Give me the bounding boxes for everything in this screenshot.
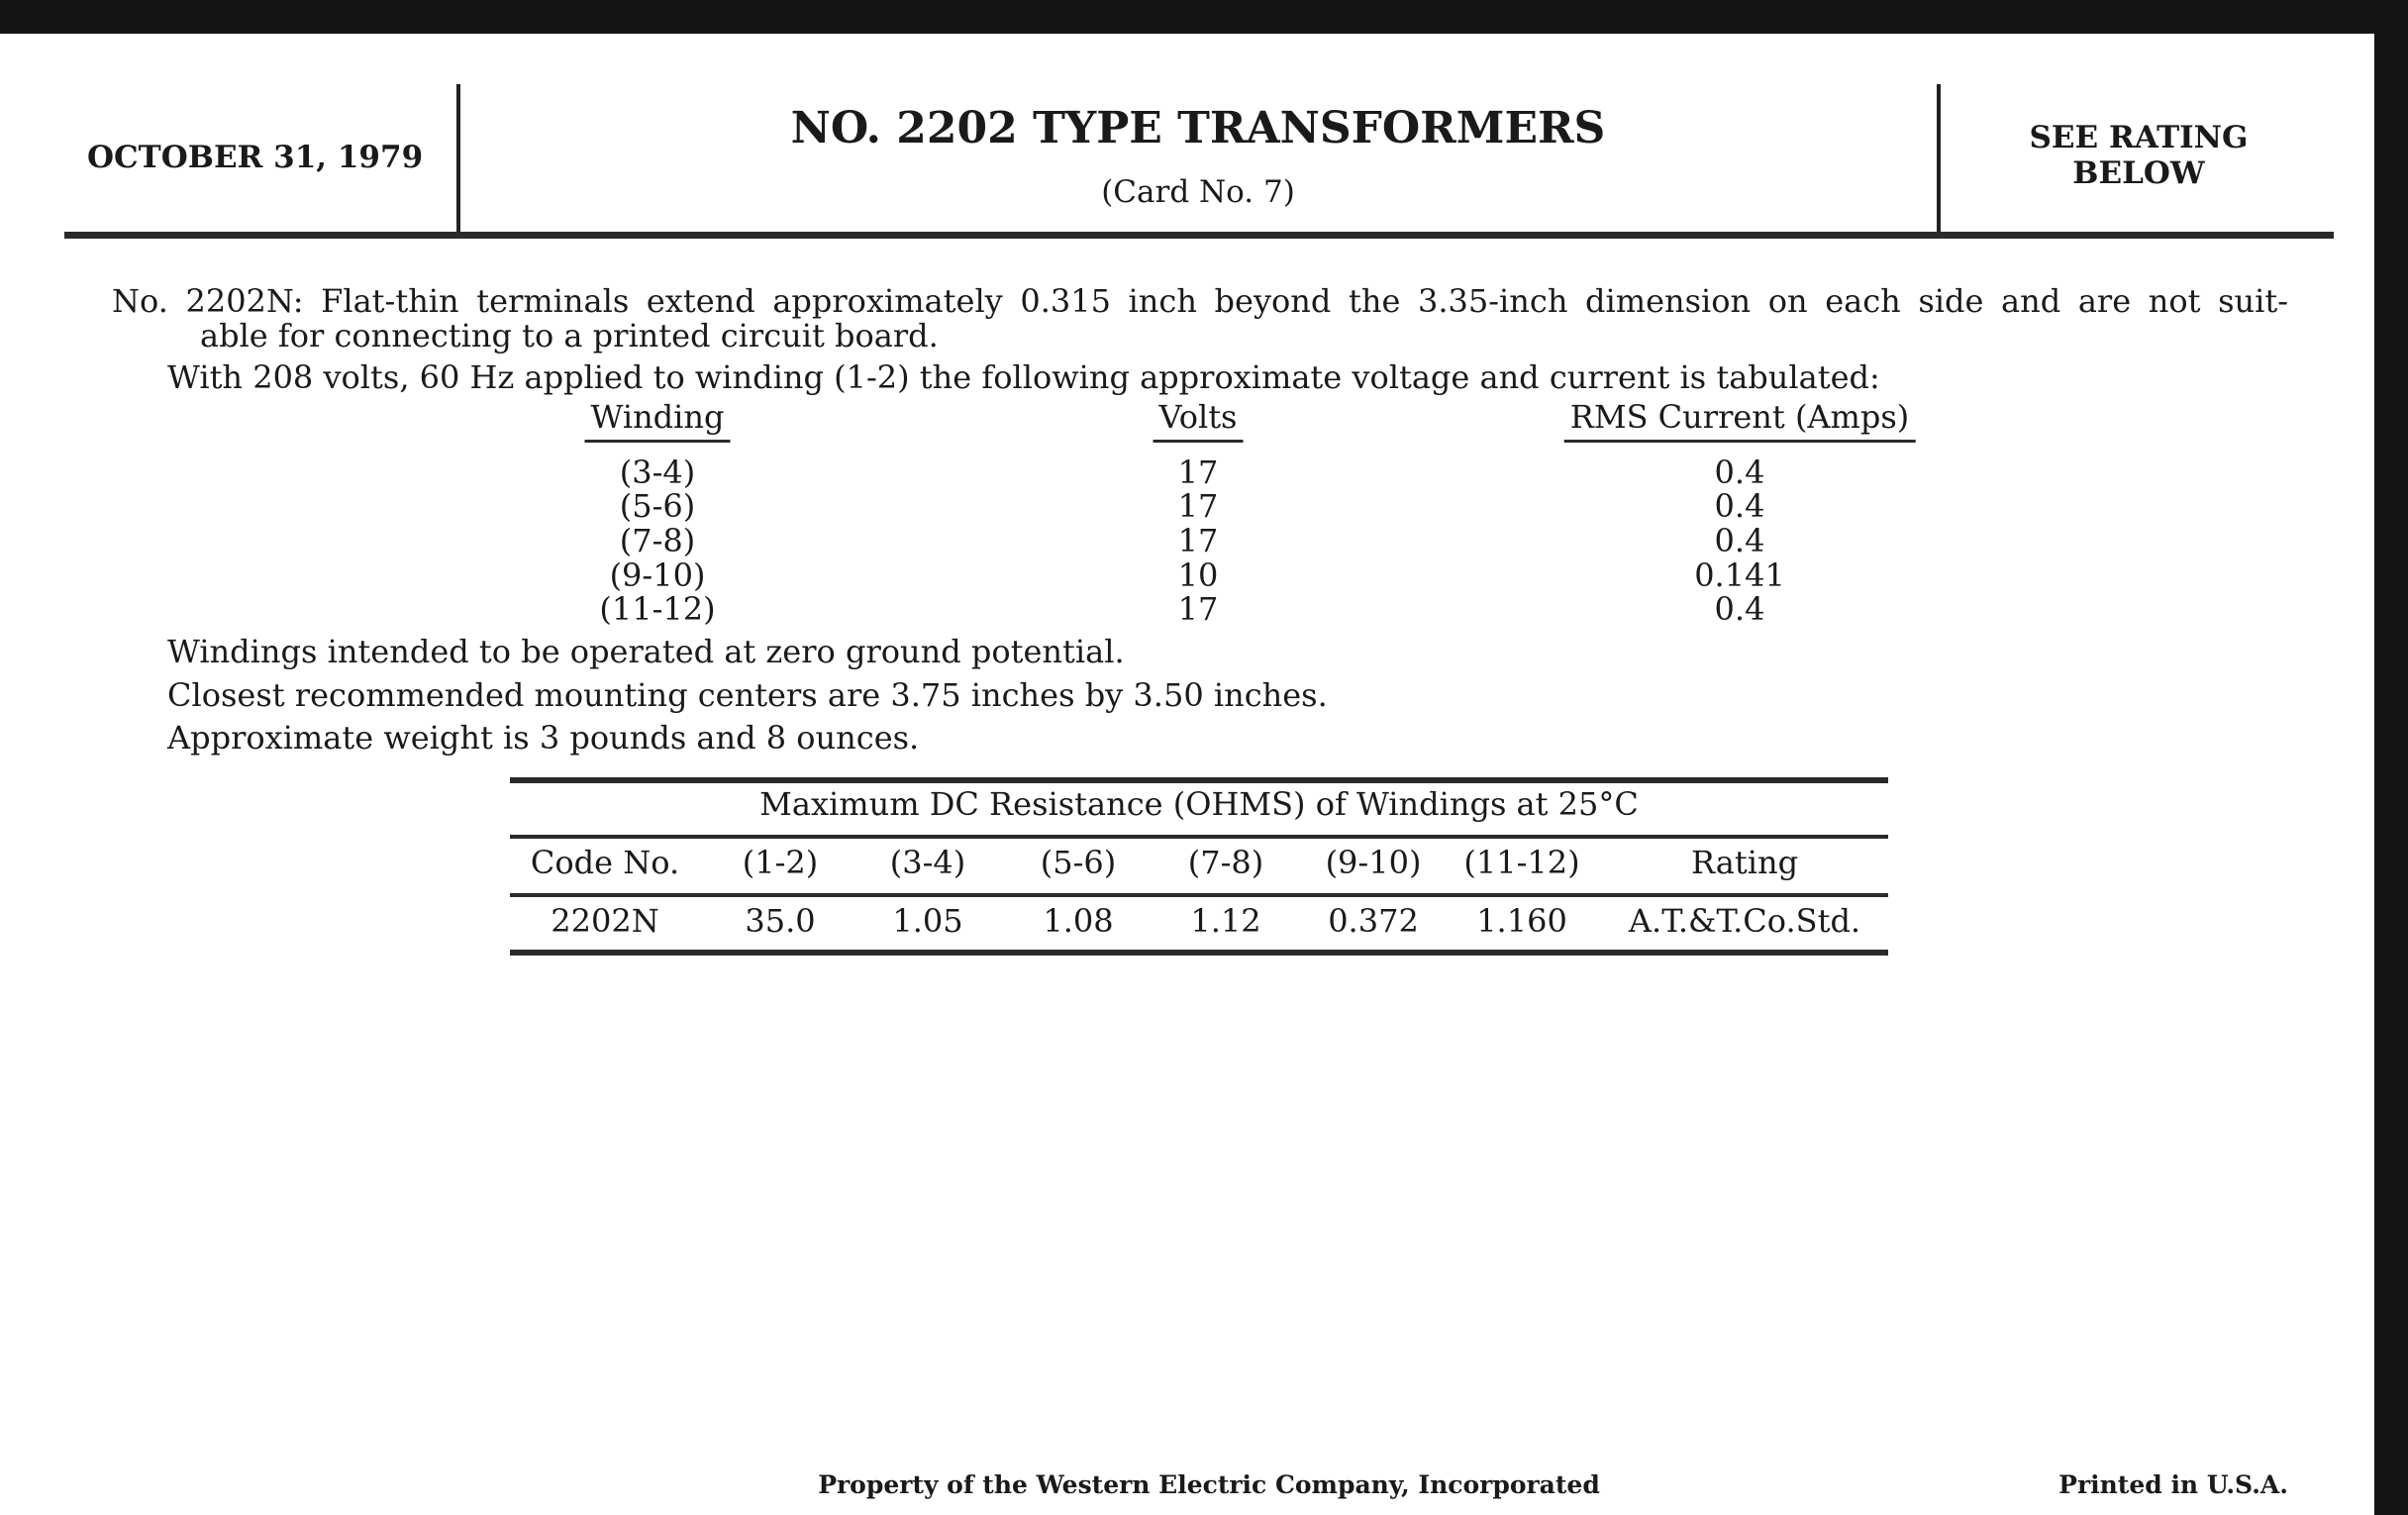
resistance-col-header: (5-6) bbox=[1040, 844, 1117, 881]
resistance-cell: 1.12 bbox=[1190, 902, 1261, 940]
resistance-col-header: (1-2) bbox=[742, 844, 819, 881]
winding-cell: (11-12) bbox=[599, 590, 716, 628]
resistance-col-header: Code No. bbox=[530, 844, 680, 881]
header-divider-left bbox=[456, 84, 460, 237]
rating-line-1: SEE RATING bbox=[2029, 120, 2249, 155]
note-ground-potential: Windings intended to be operated at zero ground potential. bbox=[167, 633, 1125, 670]
footer-property: Property of the Western Electric Company, Incorporated bbox=[818, 1470, 1600, 1499]
winding-cell: (5-6) bbox=[619, 487, 696, 525]
resistance-col-header: (3-4) bbox=[889, 844, 966, 881]
paragraph-1-line-1: No. 2202N: Flat-thin terminals extend approximately 0.315 inch beyond the 3.35-inch dimension on each side and are not suit- bbox=[112, 282, 2288, 320]
winding-cell: 0.4 bbox=[1714, 522, 1765, 559]
resistance-cell: 1.160 bbox=[1476, 902, 1567, 940]
resistance-cell: 1.05 bbox=[892, 902, 963, 940]
paragraph-2: With 208 volts, 60 Hz applied to winding (1-2) the following approximate voltage and current is tabulated: bbox=[167, 358, 1880, 396]
header-rule bbox=[64, 232, 2334, 239]
scan-border-top bbox=[0, 0, 2408, 34]
col-header-winding: Winding bbox=[585, 398, 731, 443]
page-title: NO. 2202 TYPE TRANSFORMERS bbox=[790, 103, 1606, 153]
resistance-col-header: (11-12) bbox=[1463, 844, 1580, 881]
resistance-cell: 2202N bbox=[551, 902, 659, 940]
resistance-cell: 1.08 bbox=[1043, 902, 1114, 940]
paragraph-1-line-2: able for connecting to a printed circuit board. bbox=[200, 317, 939, 354]
table-rule bbox=[510, 835, 1888, 839]
card-number: (Card No. 7) bbox=[1101, 174, 1295, 210]
table-rule bbox=[510, 893, 1888, 897]
winding-cell: 17 bbox=[1177, 590, 1219, 628]
footer-printed: Printed in U.S.A. bbox=[2058, 1470, 2288, 1499]
table-rule-top bbox=[510, 777, 1888, 783]
winding-cell: 17 bbox=[1177, 454, 1219, 491]
winding-cell: 0.4 bbox=[1714, 487, 1765, 525]
date: OCTOBER 31, 1979 bbox=[87, 140, 424, 175]
note-mounting-centers: Closest recommended mounting centers are 3.75 inches by 3.50 inches. bbox=[167, 676, 1328, 714]
resistance-col-header: Rating bbox=[1690, 844, 1799, 881]
winding-cell: 10 bbox=[1177, 556, 1219, 594]
rating-line-2: BELOW bbox=[2072, 155, 2205, 191]
winding-cell: 17 bbox=[1177, 487, 1219, 525]
resistance-cell: A.T.&T.Co.Std. bbox=[1628, 902, 1861, 940]
col-header-rms-current: RMS Current (Amps) bbox=[1564, 398, 1916, 443]
winding-cell: 0.4 bbox=[1714, 454, 1765, 491]
col-header-volts: Volts bbox=[1154, 398, 1244, 443]
table-rule-bottom bbox=[510, 950, 1888, 956]
note-weight: Approximate weight is 3 pounds and 8 ounces. bbox=[167, 719, 920, 757]
resistance-cell: 35.0 bbox=[745, 902, 816, 940]
winding-cell: (3-4) bbox=[619, 454, 696, 491]
winding-cell: 17 bbox=[1177, 522, 1219, 559]
header-divider-right bbox=[1937, 84, 1941, 237]
scan-border-right bbox=[2374, 0, 2408, 1515]
resistance-col-header: (9-10) bbox=[1325, 844, 1422, 881]
resistance-cell: 0.372 bbox=[1328, 902, 1419, 940]
resistance-table-title: Maximum DC Resistance (OHMS) of Windings at 25°C bbox=[759, 785, 1639, 823]
winding-cell: 0.141 bbox=[1694, 556, 1785, 594]
winding-cell: 0.4 bbox=[1714, 590, 1765, 628]
winding-cell: (7-8) bbox=[619, 522, 696, 559]
rating-note bbox=[2030, 120, 2249, 191]
resistance-col-header: (7-8) bbox=[1187, 844, 1264, 881]
winding-cell: (9-10) bbox=[609, 556, 706, 594]
